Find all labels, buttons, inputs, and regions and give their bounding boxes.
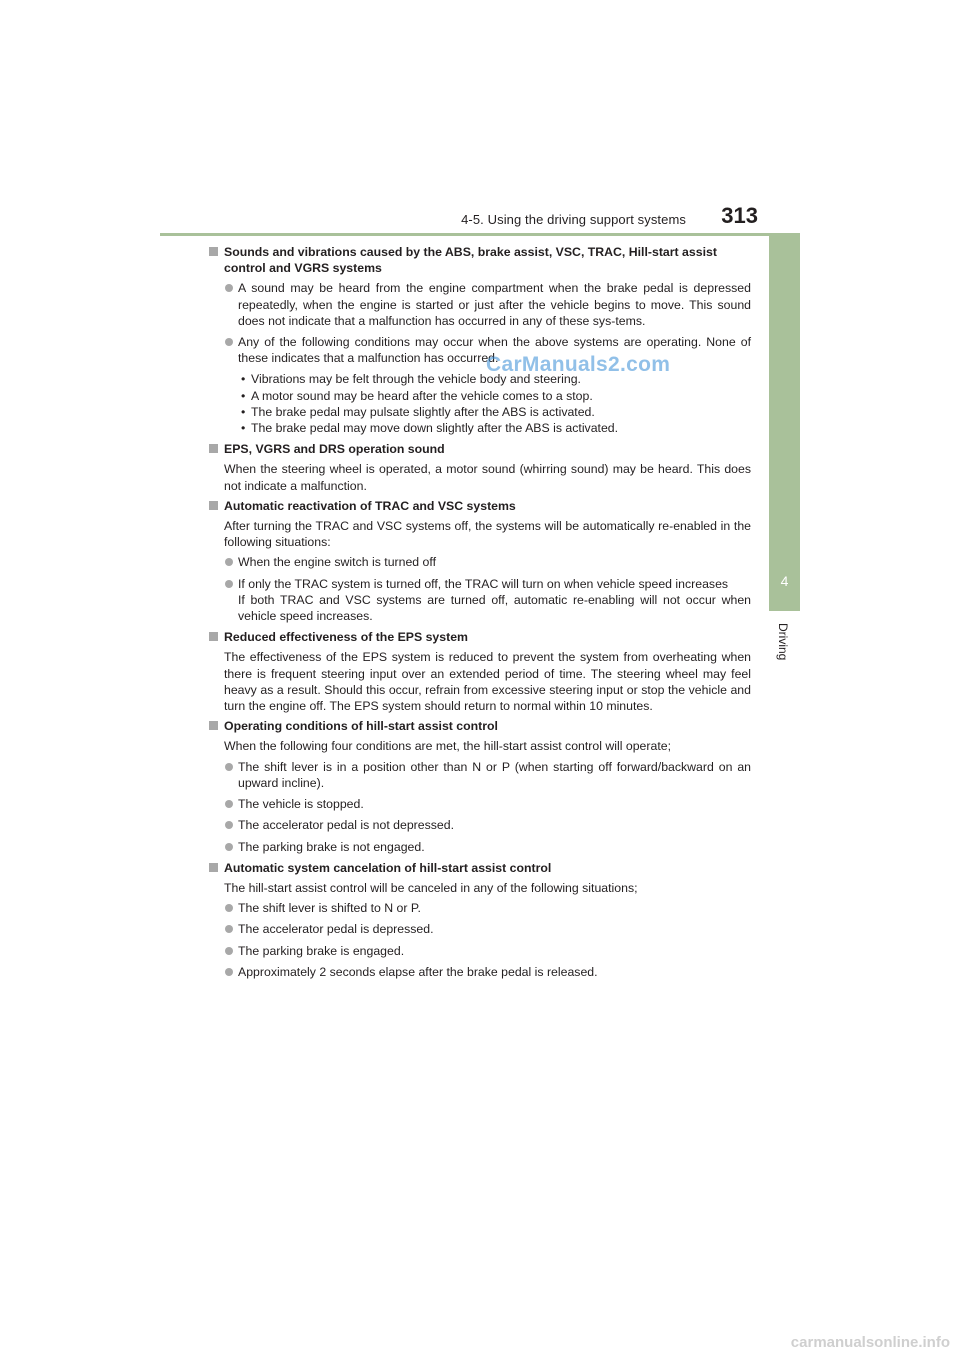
circle-bullet-icon [225,821,233,829]
watermark: CarManuals2.com [486,353,671,376]
section-heading: Automatic system cancelation of hill-start assist control [209,860,751,876]
square-bullet-icon [209,863,218,872]
circle-bullet-icon [225,763,233,771]
header-rule [160,233,800,236]
dot-marker-icon: • [241,404,246,419]
section-eps-effectiveness [209,629,751,714]
paragraph: When the steering wheel is operated, a motor sound (whirring sound) may be heard. This does not indicate a malfunction. [224,462,751,493]
square-bullet-icon [209,721,218,730]
list-item: The accelerator pedal is depressed. [209,921,751,937]
circle-bullet-icon [225,338,233,346]
section-heading: Operating conditions of hill-start assist control [209,718,751,734]
circle-bullet-icon [225,904,233,912]
dot-marker-icon: • [241,388,246,403]
paragraph: The effectiveness of the EPS system is reduced to prevent the system from overheating when there is frequent steering input over an extended period of time. The steering wheel may feel heavy as a result. Should this occur, refrain from excessive steering input or stop the vehicle and turn the engine off. The EPS system should return to normal within 10 minutes. [224,650,751,714]
paragraph: The hill-start assist control will be canceled in any of the following situations; [224,880,638,895]
circle-bullet-icon [225,580,233,588]
list-item: A sound may be heard from the engine compartment when the brake pedal is depressed repeatedly, when the engine is started or just after the vehicle begins to move. This sound does not indicate that a malfunction has occurred in any of these sys-tems. [209,280,751,329]
circle-bullet-icon [225,968,233,976]
section-title: 4-5. Using the driving support systems [461,212,686,227]
list-item: The parking brake is engaged. [209,943,751,959]
section-hill-start-operating [209,718,751,854]
page-number: 313 [721,203,758,228]
square-bullet-icon [209,501,218,510]
dot-marker-icon: • [241,421,246,436]
list-item: When the engine switch is turned off [209,554,751,570]
square-bullet-icon [209,247,218,256]
section-heading: EPS, VGRS and DRS operation sound [209,441,751,457]
list-item: The accelerator pedal is not depressed. [209,817,751,833]
list-item: If only the TRAC system is turned off, the TRAC will turn on when vehicle speed increases If both TRAC and VSC systems are turned off, automatic re-enabling will not occur when vehicle speed increases. [209,576,751,625]
chapter-label-wrap [775,623,793,673]
circle-bullet-icon [225,925,233,933]
list-item: Any of the following conditions may occur when the above systems are operating. None of these indicates that a malfunction has occurred. [209,334,751,366]
section-trac-vsc-reactivation [209,498,751,624]
page-header [160,200,800,236]
sub-list-item: • The brake pedal may pulsate slightly after the ABS is activated. [241,404,595,419]
footer-watermark: carmanualsonline.info [790,1334,950,1351]
dot-marker-icon: • [241,372,246,387]
section-eps-sound [209,441,751,494]
section-abs-sounds [209,244,751,436]
chapter-label: Driving [776,623,790,661]
square-bullet-icon [209,444,218,453]
circle-bullet-icon [225,947,233,955]
section-heading: Reduced effectiveness of the EPS system [209,629,751,645]
section-heading: Sounds and vibrations caused by the ABS, brake assist, VSC, TRAC, Hill-start assist control and VGRS systems [209,244,751,276]
list-item: The parking brake is not engaged. [209,839,751,855]
paragraph: When the following four conditions are met, the hill-start assist control will operate; [224,739,671,754]
circle-bullet-icon [225,843,233,851]
list-item: The shift lever is shifted to N or P. [209,900,751,916]
list-item: The vehicle is stopped. [209,796,751,812]
list-item-continuation: If both TRAC and VSC systems are turned off, automatic re-enabling will not occur when vehicle speed increases. [238,592,751,624]
section-hill-start-cancelation [209,860,751,980]
chapter-number: 4 [780,573,789,589]
circle-bullet-icon [225,558,233,566]
chapter-tab [769,236,800,611]
paragraph: After turning the TRAC and VSC systems off, the systems will be automatically re-enabled in the following situations: [224,519,751,550]
circle-bullet-icon [225,800,233,808]
square-bullet-icon [209,632,218,641]
circle-bullet-icon [225,284,233,292]
list-item: The shift lever is in a position other than N or P (when starting off forward/backward on an upward incline). [209,759,751,791]
sub-list-item: • A motor sound may be heard after the vehicle comes to a stop. [241,388,593,403]
sub-list-item: • Vibrations may be felt through the vehicle body and steering. [241,372,581,387]
sub-list-item: • The brake pedal may move down slightly after the ABS is activated. [241,421,619,436]
list-item: Approximately 2 seconds elapse after the brake pedal is released. [209,964,751,980]
section-heading: Automatic reactivation of TRAC and VSC systems [209,498,751,514]
